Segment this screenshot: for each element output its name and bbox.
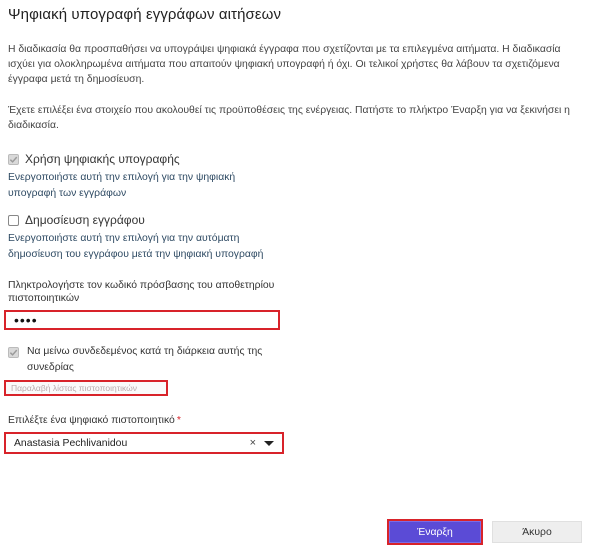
publish-label: Δημοσίευση εγγράφου <box>25 213 145 227</box>
cancel-button[interactable]: Άκυρο <box>492 521 582 543</box>
digital-signature-checkbox[interactable] <box>8 154 19 165</box>
stay-connected-label: Να μείνω συνδεδεμένος κατά τη διάρκεια αυτής της συνεδρίας <box>27 346 263 373</box>
publish-hint: Ενεργοποιήστε αυτή την επιλογή για την αυτόματη δημοσίευση του εγγράφου μετά την ψηφιακή υπογραφή <box>8 233 264 260</box>
password-label: Πληκτρολογήστε τον κωδικό πρόσβασης του αποθετηρίου πιστοποιητικών <box>8 280 275 304</box>
start-button[interactable]: Έναρξη <box>387 519 483 545</box>
certificate-selected-value: Anastasia Pechlivanidou <box>14 437 128 449</box>
dialog-description: Η διαδικασία θα προσπαθήσει να υπογράψει ψηφιακά έγγραφα που σχετίζονται με τα επιλεγμένα αιτήματα. Η διαδικασία ισχύει για ολοκληρωμένα αιτήματα που απαιτούν ψηφιακή υπογραφή ή όχι. Οι τελικοί χρήστες θα λάβουν τα σχετιζόμενα έγγραφα μετά τη δημοσίευση. <box>8 44 561 85</box>
fetch-certificates-button[interactable]: Παραλαβή λίστας πιστοποιητικών <box>4 380 168 396</box>
certificate-label-text: Επιλέξτε ένα ψηφιακό πιστοποιητικό <box>8 415 175 426</box>
clear-icon[interactable]: × <box>249 437 256 449</box>
publish-option[interactable] <box>8 213 145 227</box>
dialog-title: Ψηφιακή υπογραφή εγγράφων αιτήσεων <box>8 6 282 23</box>
checkmark-icon <box>9 348 18 357</box>
stay-connected-option[interactable] <box>8 344 287 376</box>
required-mark: * <box>176 415 181 426</box>
digital-signature-option[interactable] <box>8 152 180 166</box>
checkmark-icon <box>9 155 18 164</box>
selection-info: Έχετε επιλέξει ένα στοιχείο που ακολουθεί τις προϋποθέσεις της ενέργειας. Πατήστε το πλήκτρο Έναρξη για να ξεκινήσει η διαδικασία. <box>8 105 570 131</box>
stay-connected-checkbox[interactable] <box>8 347 19 358</box>
certificate-select[interactable] <box>4 432 284 454</box>
password-field[interactable] <box>4 310 280 330</box>
digital-signature-label: Χρήση ψηφιακής υπογραφής <box>25 152 180 166</box>
digital-signature-hint: Ενεργοποιήστε αυτή την επιλογή για την ψηφιακή υπογραφή των εγγράφων <box>8 172 236 199</box>
certificate-label <box>8 415 181 426</box>
publish-checkbox[interactable] <box>8 215 19 226</box>
chevron-down-icon[interactable] <box>264 441 274 446</box>
password-value: •••• <box>14 312 38 328</box>
